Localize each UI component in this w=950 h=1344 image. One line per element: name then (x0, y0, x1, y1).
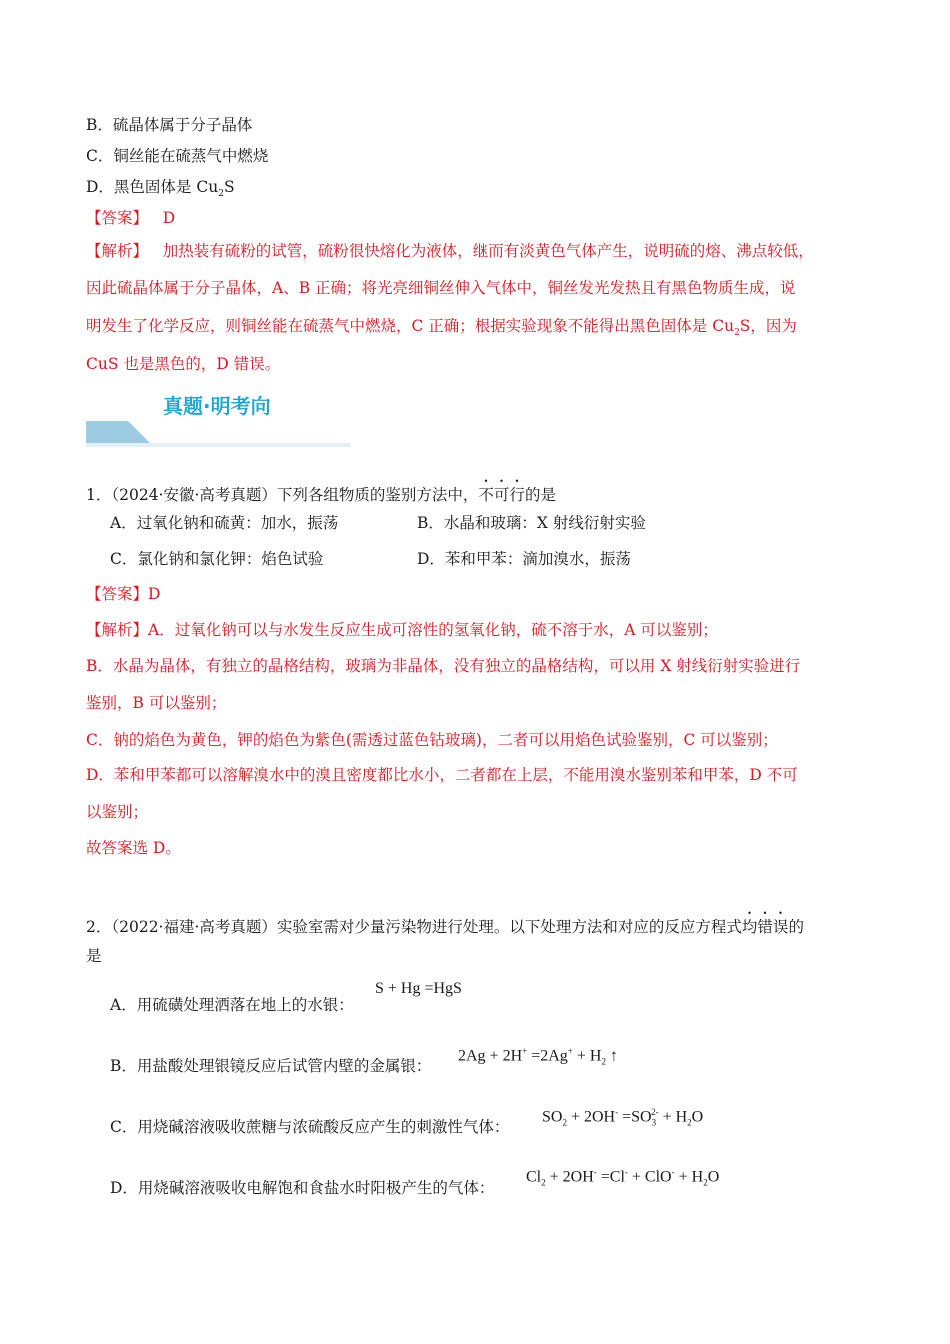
analysis-line: 明发生了化学反应，则铜丝能在硫蒸气中燃烧，C 正确；根据实验现象不能得出黑色固体是 $Cu_2S$，因为 (86, 317, 797, 339)
analysis-line: 因此硫晶体属于分子晶体，A、B 正确；将光亮细铜丝伸入气体中，铜丝发光发热且有黑色物质生成，说 (86, 279, 796, 297)
answer-line (86, 584, 160, 604)
analysis-line: 【解析】A．过氧化钠可以与水发生反应生成可溶性的氢氧化钠，硫不溶于水，A 可以鉴别； (86, 621, 718, 639)
equation-c: $SO_2 + 2OH^- =SO_3^{2-} + H_2O$ (542, 1107, 704, 1128)
equation-a: S + Hg =HgS (375, 980, 462, 997)
analysis-line: D．苯和甲苯都可以溶解溴水中的溴且密度都比水小，二者都在上层，不能用溴水鉴别苯和甲苯，D 不可 (86, 766, 798, 784)
equation-b: $2Ag + 2H^+ =2Ag^+ + H_2$ ↑ (458, 1046, 618, 1067)
option-c: C．用烧碱溶液吸收蔗糖与浓硫酸反应产生的刺激性气体： (110, 1118, 510, 1136)
analysis-line: 以鉴别； (86, 803, 149, 821)
analysis-tag: 【解析】 (86, 621, 149, 639)
emphasis-text: 不可行 (478, 486, 525, 504)
analysis-line: 鉴别，B 可以鉴别； (86, 694, 227, 712)
option-b: B．水晶和玻璃：X 射线衍射实验 (417, 514, 646, 532)
option-d: D．用烧碱溶液吸收电解饱和食盐水时阳极产生的气体： (110, 1179, 495, 1197)
option-a: A．过氧化钠和硫黄：加水，振荡 (110, 514, 339, 532)
option-d: D．黑色固体是 $Cu_2S$ (86, 178, 235, 200)
option-b: B．硫晶体属于分子晶体 (86, 116, 253, 134)
analysis-tag: 【解析】 (86, 242, 149, 260)
option-b: B．用盐酸处理银镜反应后试管内壁的金属银： (110, 1057, 432, 1075)
answer-tag: 【答案】 (86, 585, 149, 603)
analysis-line: CuS 也是黑色的，D 错误。 (86, 355, 281, 373)
analysis-line: C．钠的焰色为黄色，钾的焰色为紫色(需透过蓝色钴玻璃)，二者可以用焰色试验鉴别，C 可以鉴别； (86, 731, 778, 749)
emphasis-text: 均错误 (741, 918, 789, 936)
equation-d: $Cl_2 + 2OH^- =Cl^- + ClO^- + H_2O$ (526, 1167, 720, 1188)
option-a: A．用硫磺处理洒落在地上的水银： (110, 996, 354, 1014)
answer-value: D (148, 585, 161, 603)
analysis-line: B．水晶为晶体，有独立的晶格结构，玻璃为非晶体，没有独立的晶格结构，可以用 X 射线衍射实验进行 (86, 657, 801, 675)
question-1-stem: 1．（2024·安徽·高考真题）下列各组物质的鉴别方法中，不可行的是 (86, 486, 556, 504)
section-title: 真题·明考向 (163, 394, 271, 418)
question-2-stem-cont: 是 (86, 947, 102, 965)
analysis-line: 故答案选 D。 (86, 839, 181, 857)
question-2-stem: 2．（2022·福建·高考真题）实验室需对少量污染物进行处理。以下处理方法和对应的反应方程式均错误的 (86, 918, 804, 936)
answer-value: D (162, 209, 176, 227)
option-c: C．氯化钠和氯化钾：焰色试验 (110, 550, 324, 568)
section-banner (86, 415, 351, 449)
option-c: C．铜丝能在硫蒸气中燃烧 (86, 147, 269, 165)
analysis-line: 【解析】 加热装有硫粉的试管，硫粉很快熔化为液体，继而有淡黄色气体产生，说明硫的熔、沸点较低， (86, 242, 814, 260)
answer-tag: 【答案】 (86, 209, 149, 227)
option-d: D．苯和甲苯：滴加溴水，振荡 (417, 550, 631, 568)
answer-line (86, 208, 175, 228)
